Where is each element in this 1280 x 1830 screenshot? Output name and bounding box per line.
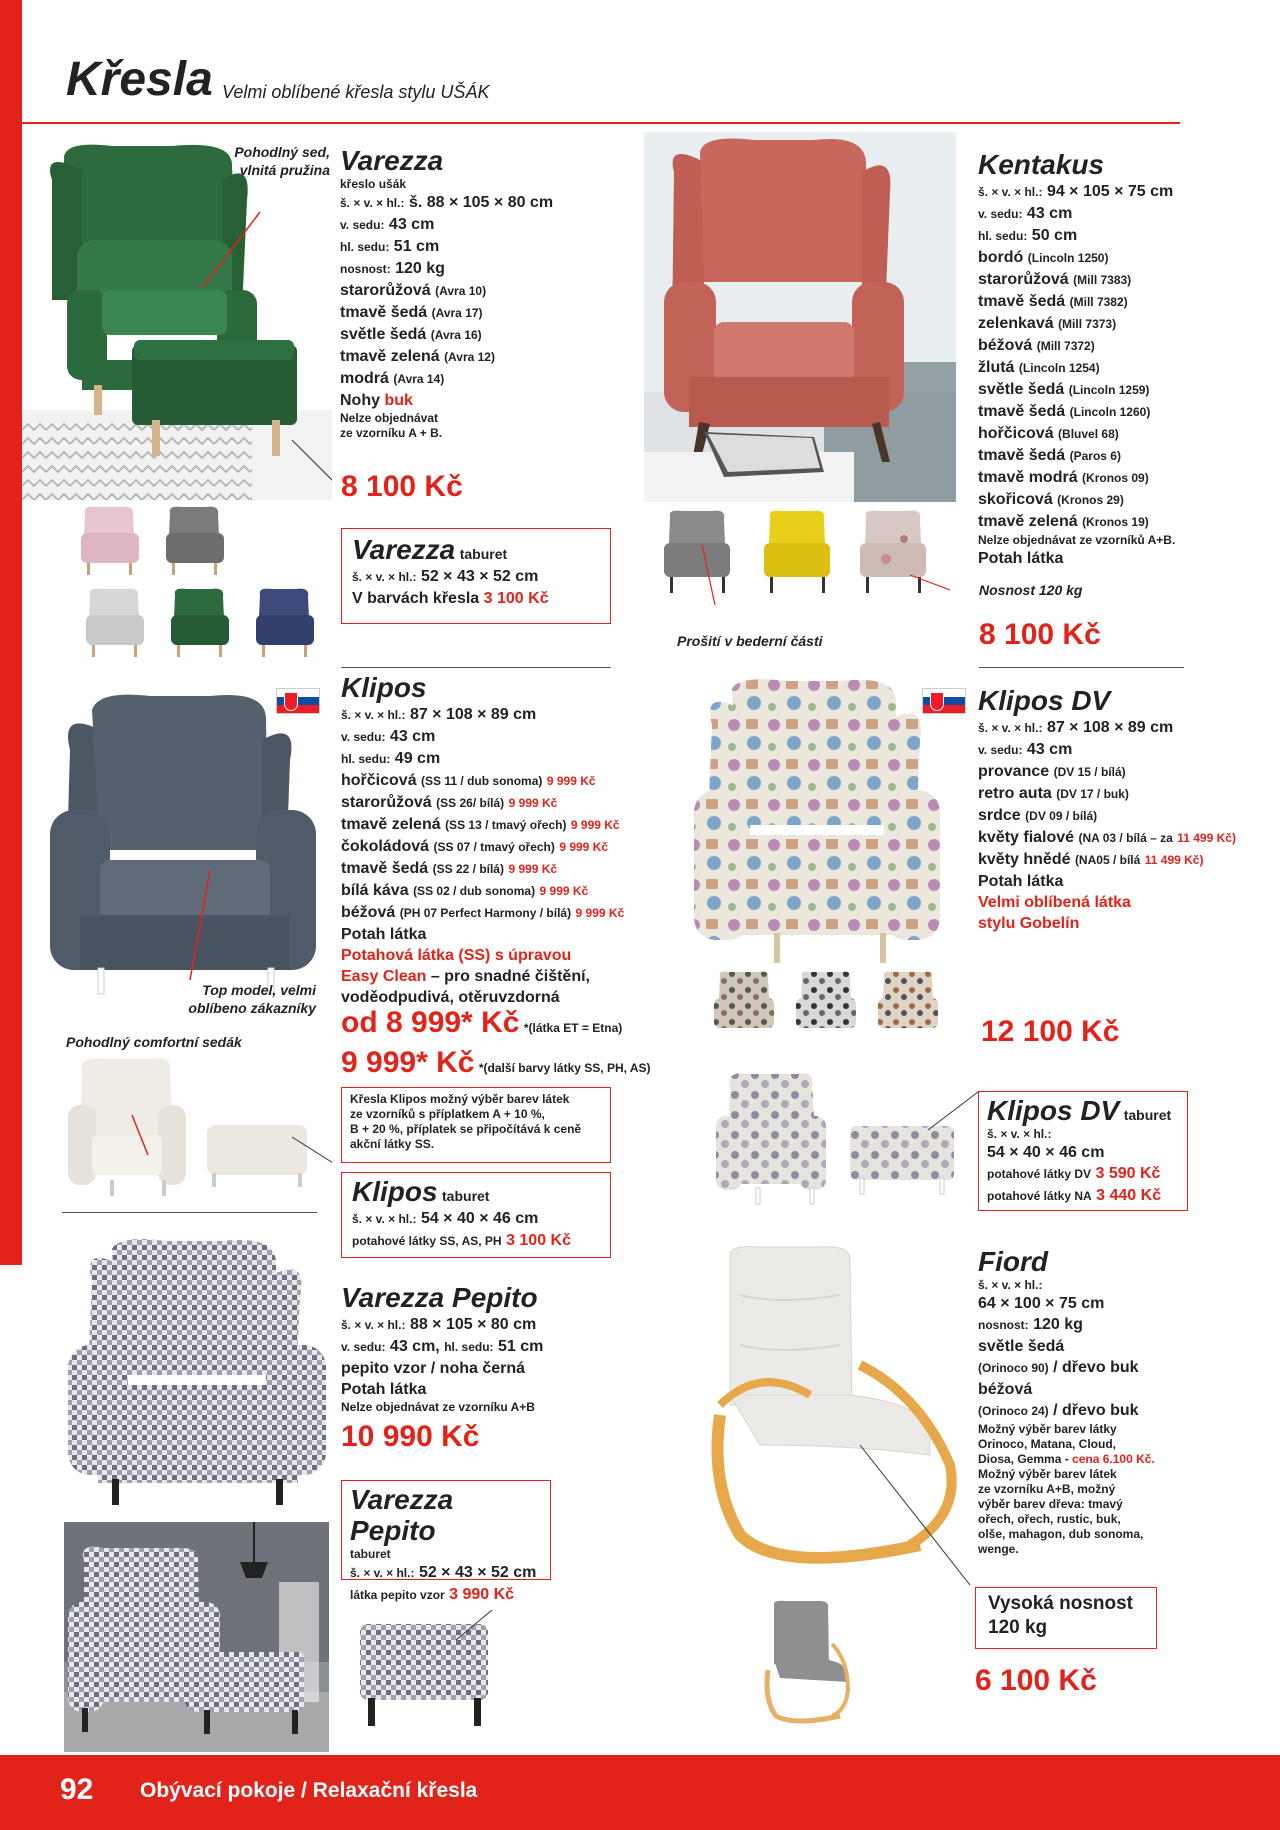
klipos-dv-name: Klipos DV (978, 685, 1111, 716)
klipos-seat-height: v. sedu: 43 cm (341, 727, 436, 745)
klipos-armchair-image (40, 690, 330, 1000)
varezza-pepito-taburet-dims: š. × v. × hl.: 52 × 43 × 52 cm (350, 1563, 537, 1581)
varezza-pepito-taburet-box (341, 1480, 551, 1603)
fiord-color-2: béžová (978, 1380, 1033, 1398)
kentakus-dims: š. × v. × hl.: 94 × 105 × 75 cm (978, 182, 1174, 200)
klipos-price-1: od 8 999* Kč (341, 1006, 520, 1039)
varezza-taburet-dims: š. × v. × hl.: 52 × 43 × 52 cm (352, 567, 539, 585)
varezza-pepito-cover: Potah látka (341, 1380, 427, 1398)
varezza-pepito-name: Varezza Pepito (341, 1282, 538, 1313)
klipos-seat-depth: hl. sedu: 49 cm (341, 749, 441, 767)
kentakus-color-row: hořčicová (Bluvel 68) (978, 424, 1119, 442)
fiord-name: Fiord (978, 1246, 1048, 1277)
varezza-legs: Nohy buk (340, 391, 413, 409)
klipos-feature-2: Easy Clean – pro snadné čištění, (341, 967, 590, 985)
kentakus-color-row: tmavě šedá (Paros 6) (978, 446, 1121, 464)
varezza-color-row: světle šedá (Avra 16) (340, 325, 482, 343)
klipos-taburet-dims: š. × v. × hl.: 54 × 40 × 46 cm (352, 1209, 539, 1227)
klipos-dv-taburet-na-price: potahové látky NA 3 440 Kč (987, 1186, 1162, 1204)
left-accent-bar (0, 0, 22, 1265)
varezza-load: nosnost: 120 kg (340, 259, 445, 277)
varezza-restriction-2: ze vzorníku A + B. (340, 425, 443, 440)
fiord-info-6: výběr barev dřeva: tmavý (978, 1496, 1123, 1511)
varezza-pepito-taburet-name: Varezza Pepito (350, 1484, 454, 1546)
kentakus-color-row: tmavě šedá (Lincoln 1260) (978, 402, 1151, 420)
klipos-dv-fabric-variants (706, 970, 946, 1050)
varezza-pepito-taburet-suffix: taburet (350, 1546, 391, 1561)
klipos-price-1-row (341, 1006, 622, 1040)
klipos-comfort-note: Pohodlný comfortní sedák (66, 1034, 242, 1050)
kentakus-color-row: zelenkavá (Mill 7373) (978, 314, 1117, 332)
varezza-pepito-pattern: pepito vzor / noha černá (341, 1359, 526, 1377)
title-divider (22, 122, 1180, 124)
fiord-info-4: Možný výběr barev látek (978, 1466, 1117, 1481)
fiord-dims-key: š. × v. × hl.: (978, 1277, 1043, 1292)
varezza-pepito-armchair-image (62, 1235, 337, 1505)
fiord-load-box: Vysoká nosnost 120 kg (975, 1587, 1157, 1649)
kentakus-color-row: béžová (Mill 7372) (978, 336, 1095, 354)
varezza-pepito-taburet-price-row: látka pepito vzor 3 990 Kč (350, 1585, 515, 1603)
kentakus-color-row: žlutá (Lincoln 1254) (978, 358, 1100, 376)
klipos-price-1-note: *(látka ET = Etna) (523, 1021, 623, 1035)
varezza-type: křeslo ušák (340, 176, 407, 191)
fiord-info-1: Možný výběr barev látky (978, 1421, 1117, 1436)
varezza-pepito-specs (341, 1283, 641, 1415)
fiord-info-5: ze vzorníku A+B, možný (978, 1481, 1116, 1496)
varezza-pepito-restriction: Nelze objednávat ze vzorníku A+B (341, 1399, 535, 1414)
klipos-price-2: 9 999* Kč (341, 1046, 475, 1079)
klipos-specs (341, 673, 671, 1008)
klipos-color-row: bílá káva (SS 02 / dub sonoma) 9 999 Kč (341, 881, 589, 899)
klipos-white-set-image (62, 1055, 332, 1205)
varezza-seat-depth: hl. sedu: 51 cm (340, 237, 440, 255)
varezza-color-row: starorůžová (Avra 10) (340, 281, 487, 299)
klipos-dv-color-row: květy hnědé (NA05 / bílá 11 499 Kč) (978, 850, 1204, 868)
klipos-dv-taburet-dims: 54 × 40 × 46 cm (987, 1143, 1105, 1161)
varezza-color-variants (72, 505, 332, 665)
kentakus-color-row: tmavě šedá (Mill 7382) (978, 292, 1128, 310)
varezza-pepito-room-image (64, 1522, 329, 1752)
klipos-dv-specs (978, 686, 1278, 934)
klipos-dv-dims: š. × v. × hl.: 87 × 108 × 89 cm (978, 718, 1174, 736)
klipos-color-row: starorůžová (SS 26/ bílá) 9 999 Kč (341, 793, 558, 811)
klipos-name: Klipos (341, 672, 427, 703)
kentakus-color-row: tmavě modrá (Kronos 09) (978, 468, 1149, 486)
klipos-dims: š. × v. × hl.: 87 × 108 × 89 cm (341, 705, 537, 723)
fiord-info-8: olše, mahagon, dub sonoma, (978, 1526, 1144, 1541)
kentakus-seat-height: v. sedu: 43 cm (978, 204, 1073, 222)
kentakus-color-variants (660, 505, 950, 615)
fiord-color-1: světle šedá (978, 1337, 1065, 1355)
klipos-top-note: Top model, velmi oblíbeno zákazníky (188, 982, 316, 1016)
klipos-dv-taburet-dv-price: potahové látky DV 3 590 Kč (987, 1164, 1161, 1182)
klipos-taburet-name: Klipos (352, 1176, 438, 1207)
fiord-price: 6 100 Kč (975, 1664, 1097, 1697)
varezza-taburet-box: Varezza taburet š. × v. × hl.: 52 × 43 × 52 cm V barvách křesla 3 100 Kč (341, 528, 611, 624)
klipos-info-box: Křesla Klipos možný výběr barev látek ze vzorníků s příplatkem A + 10 %, B + 20 %, příplatek se připočítává k ceně akční látky SS. (341, 1087, 611, 1163)
divider (979, 667, 1184, 668)
fiord-info-3: Diosa, Gemma - cena 6.100 Kč. (978, 1451, 1155, 1466)
klipos-taburet-box: Klipos taburet š. × v. × hl.: 54 × 40 × 46 cm potahové látky SS, AS, PH 3 100 Kč (341, 1172, 611, 1258)
footer-bar (0, 1755, 1280, 1830)
divider (341, 667, 611, 668)
klipos-dv-color-row: květy fialové (NA 03 / bílá – za 11 499 Kč) (978, 828, 1236, 846)
klipos-color-row: tmavě zelená (SS 13 / tmavý ořech) 9 999 Kč (341, 815, 620, 833)
klipos-color-row: hořčicová (SS 11 / dub sonoma) 9 999 Kč (341, 771, 596, 789)
klipos-taburet-price-row: potahové látky SS, AS, PH 3 100 Kč (352, 1231, 571, 1249)
fiord-load: nosnost: 120 kg (978, 1315, 1083, 1333)
klipos-color-row: čokoládová (SS 07 / tmavý ořech) 9 999 Kč (341, 837, 609, 855)
fiord-color-1-detail: (Orinoco 90) / dřevo buk (978, 1358, 1139, 1376)
kentakus-cover: Potah látka (978, 549, 1064, 567)
section-breadcrumb: Obývací pokoje / Relaxační křesla (140, 1779, 478, 1802)
varezza-pepito-seat: v. sedu: 43 cm, hl. sedu: 51 cm (341, 1337, 544, 1355)
varezza-taburet-price-row: V barvách křesla 3 100 Kč (352, 589, 549, 607)
varezza-seat-note: Pohodlný sed, vlnitá pružina (234, 144, 330, 178)
klipos-dv-color-row: retro auta (DV 17 / buk) (978, 784, 1129, 802)
klipos-dv-seat-height: v. sedu: 43 cm (978, 740, 1073, 758)
kentakus-color-row: tmavě zelená (Kronos 19) (978, 512, 1149, 530)
klipos-dv-set-image (710, 1070, 980, 1210)
kentakus-stitch-note: Prošití v bederní části (677, 633, 823, 649)
page-title: Křesla (66, 53, 213, 106)
kentakus-color-row: světle šedá (Lincoln 1259) (978, 380, 1150, 398)
kentakus-price: 8 100 Kč (979, 618, 1101, 651)
klipos-price-2-note: *(další barvy látky SS, PH, AS) (478, 1061, 651, 1075)
fiord-dims: 64 × 100 × 75 cm (978, 1294, 1105, 1312)
kentakus-color-row: skořicová (Kronos 29) (978, 490, 1124, 508)
varezza-color-row: modrá (Avra 14) (340, 369, 445, 387)
klipos-feature-3: voděodpudivá, otěruvzdorná (341, 988, 560, 1006)
varezza-restriction-1: Nelze objednávat (340, 410, 439, 425)
varezza-specs (340, 146, 640, 441)
kentakus-specs (978, 150, 1278, 569)
varezza-color-row: tmavě šedá (Avra 17) (340, 303, 483, 321)
kentakus-armchair-image (644, 132, 956, 502)
varezza-taburet-name: Varezza (352, 534, 456, 565)
klipos-dv-cover: Potah látka (978, 872, 1064, 890)
klipos-feature-1: Potahová látka (SS) s úpravou (341, 946, 572, 964)
varezza-pepito-dims: š. × v. × hl.: 88 × 105 × 80 cm (341, 1315, 537, 1333)
kentakus-seat-depth: hl. sedu: 50 cm (978, 226, 1078, 244)
slovak-flag-icon (922, 688, 966, 714)
kentakus-color-row: starorůžová (Mill 7383) (978, 270, 1132, 288)
varezza-price: 8 100 Kč (341, 470, 463, 503)
fiord-color-2-detail: (Orinoco 24) / dřevo buk (978, 1401, 1139, 1419)
klipos-dv-armchair-image (684, 675, 944, 975)
fiord-rocking-chair-image (700, 1245, 980, 1585)
kentakus-restriction: Nelze objednávat ze vzorníků A+B. (978, 532, 1176, 547)
klipos-dv-fabric-2: stylu Gobelín (978, 914, 1080, 932)
klipos-dv-color-row: provance (DV 15 / bílá) (978, 762, 1126, 780)
varezza-pepito-price: 10 990 Kč (341, 1420, 480, 1453)
varezza-seat-height: v. sedu: 43 cm (340, 215, 435, 233)
klipos-dv-price: 12 100 Kč (981, 1015, 1120, 1048)
klipos-dv-taburet-name: Klipos DV (987, 1095, 1120, 1126)
fiord-specs (978, 1247, 1188, 1557)
divider (62, 1212, 317, 1213)
fiord-info-7: ořech, ořech, rustic, buk, (978, 1511, 1121, 1526)
kentakus-load-note: Nosnost 120 kg (979, 582, 1083, 598)
klipos-cover: Potah látka (341, 925, 427, 943)
page-number: 92 (60, 1773, 94, 1806)
klipos-dv-fabric-1: Velmi oblíbená látka (978, 893, 1131, 911)
klipos-price-2-row (341, 1046, 651, 1080)
fiord-info-9: wenge. (978, 1541, 1019, 1556)
varezza-color-row: tmavě zelená (Avra 12) (340, 347, 495, 365)
kentakus-color-row: bordó (Lincoln 1250) (978, 248, 1109, 266)
varezza-name: Varezza (340, 145, 444, 176)
kentakus-name: Kentakus (978, 149, 1105, 180)
klipos-dv-taburet-dims-key: š. × v. × hl.: (987, 1126, 1052, 1141)
klipos-color-row: tmavě šedá (SS 22 / bílá) 9 999 Kč (341, 859, 558, 877)
fiord-info-2: Orinoco, Matana, Cloud, (978, 1436, 1117, 1451)
varezza-pepito-taburet-image (356, 1610, 496, 1740)
varezza-armchair-image (22, 140, 332, 500)
klipos-dv-taburet-box: Klipos DV taburet š. × v. × hl.: 54 × 40 × 46 cm potahové látky DV 3 590 Kč potahové látky NA 3 440 Kč (978, 1091, 1188, 1211)
fiord-grey-variant-image (760, 1600, 850, 1725)
klipos-dv-color-row: srdce (DV 09 / bílá) (978, 806, 1098, 824)
varezza-dims: š. × v. × hl.: š. 88 × 105 × 80 cm (340, 193, 554, 211)
klipos-color-row: béžová (PH 07 Perfect Harmony / bílá) 9 999 Kč (341, 903, 625, 921)
page-subtitle: Velmi oblíbené křesla stylu UŠÁK (222, 82, 490, 102)
